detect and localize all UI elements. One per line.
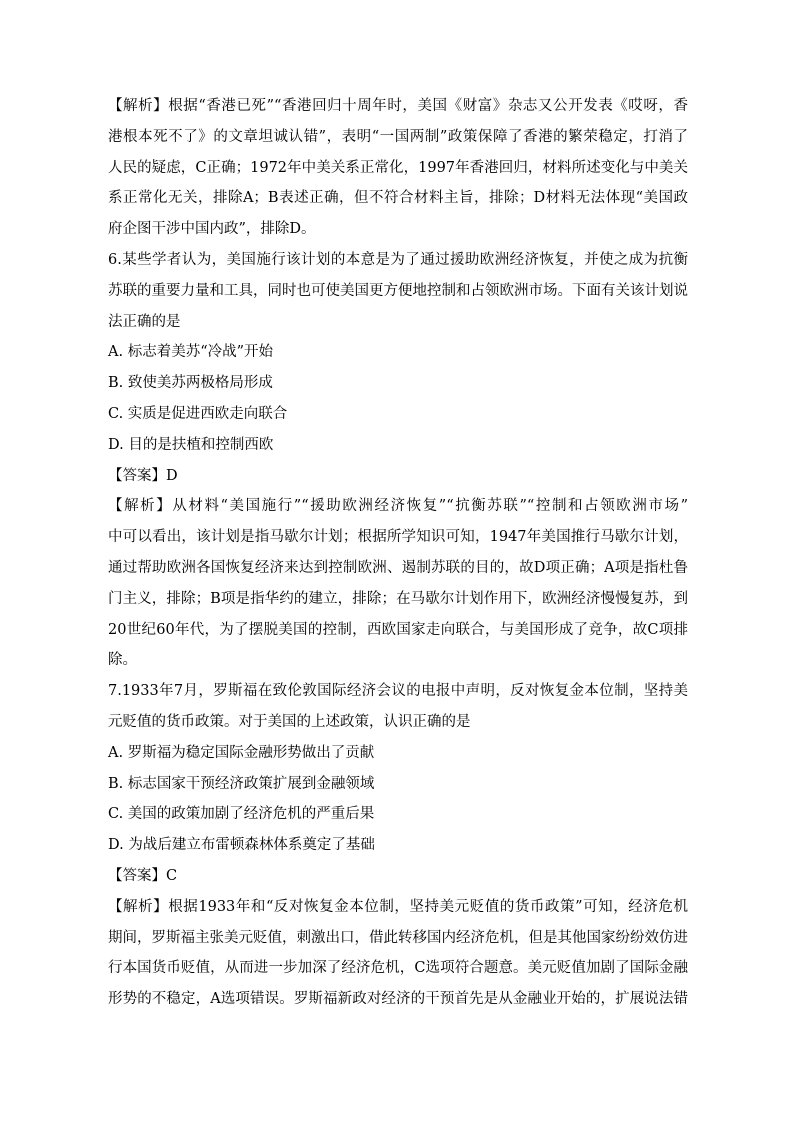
question-7-stem: 7.1933年7月，罗斯福在致伦敦国际经济会议的电报中声明，反对恢复金本位制，坚持美: [108, 683, 688, 700]
option-c: C. 实质是促进西欧走向联合: [108, 405, 288, 422]
document-page: [108, 91, 688, 1015]
text-line: 期间，罗斯福主张美元贬值，刺激出口，借此转移国内经济危机，但是其他国家纷纷效仿进: [108, 929, 688, 946]
text-line: 苏联的重要力量和工具，同时也可使美国更方便地控制和占领欧洲市场。下面有关该计划说: [108, 282, 688, 299]
text-line: 形势的不稳定，A选项错误。罗斯福新政对经济的干预首先是从金融业开始的，扩展说法错: [108, 991, 688, 1008]
text-line: 法正确的是: [108, 313, 181, 330]
answer-label: 【答案】D: [108, 467, 178, 484]
option-d: D. 为战后建立布雷顿森林体系奠定了基础: [108, 837, 375, 854]
option-a: A. 标志着美苏“冷战”开始: [108, 344, 274, 361]
text-line: 门主义，排除；B项是指华约的建立，排除；在马歇尔计划作用下，欧洲经济慢慢复苏，到: [108, 590, 688, 607]
option-c: C. 美国的政策加剧了经济危机的严重后果: [108, 806, 375, 823]
text-line: 府企图干涉中国内政”，排除D。: [108, 221, 316, 238]
text-line: 通过帮助欧洲各国恢复经济来达到控制欧洲、遏制苏联的目的，故D项正确；A项是指杜鲁: [108, 559, 688, 576]
text-line: 20世纪60年代，为了摆脱美国的控制，西欧国家走向联合，与美国形成了竞争，故C项排: [108, 621, 688, 638]
text-line: 元贬值的货币政策。对于美国的上述政策，认识正确的是: [108, 713, 471, 730]
analysis-line: 【解析】根据1933年和“反对恢复金本位制，坚持美元贬值的货币政策”可知，经济危机: [108, 898, 688, 915]
option-a: A. 罗斯福为稳定国际金融形势做出了贡献: [108, 744, 375, 761]
text-line: 【解析】根据“香港已死”“香港回归十周年时，美国《财富》杂志又公开发表《哎呀，香: [108, 98, 688, 114]
text-line: 行本国货币贬值，从而进一步加深了经济危机，C选项符合题意。美元贬值加剧了国际金融: [108, 960, 688, 977]
option-b: B. 标志国家干预经济政策扩展到金融领域: [108, 775, 375, 792]
question-6-stem: 6.某些学者认为，美国施行该计划的本意是为了通过援助欧洲经济恢复，并使之成为抗衡: [108, 251, 688, 268]
option-b: B. 致使美苏两极格局形成: [108, 375, 273, 392]
text-line: 除。: [108, 652, 137, 669]
text-line: 中可以看出，该计划是指马歇尔计划；根据所学知识可知，1947年美国推行马歇尔计划，: [108, 529, 688, 546]
option-d: D. 目的是扶植和控制西欧: [108, 436, 274, 453]
text-line: 人民的疑虑，C正确；1972年中美关系正常化，1997年香港回归，材料所述变化与中美关: [108, 159, 688, 176]
text-line: 系正常化无关，排除A；B表述正确，但不符合材料主旨，排除；D材料无法体现“美国政: [108, 190, 688, 207]
answer-label: 【答案】C: [108, 867, 178, 884]
analysis-line: 【解析】从材料“美国施行”“援助欧洲经济恢复”“抗衡苏联”“控制和占领欧洲市场”: [108, 498, 688, 515]
text-line: 港根本死不了》的文章坦诚认错”，表明“一国两制”政策保障了香港的繁荣稳定，打消了: [108, 128, 688, 145]
